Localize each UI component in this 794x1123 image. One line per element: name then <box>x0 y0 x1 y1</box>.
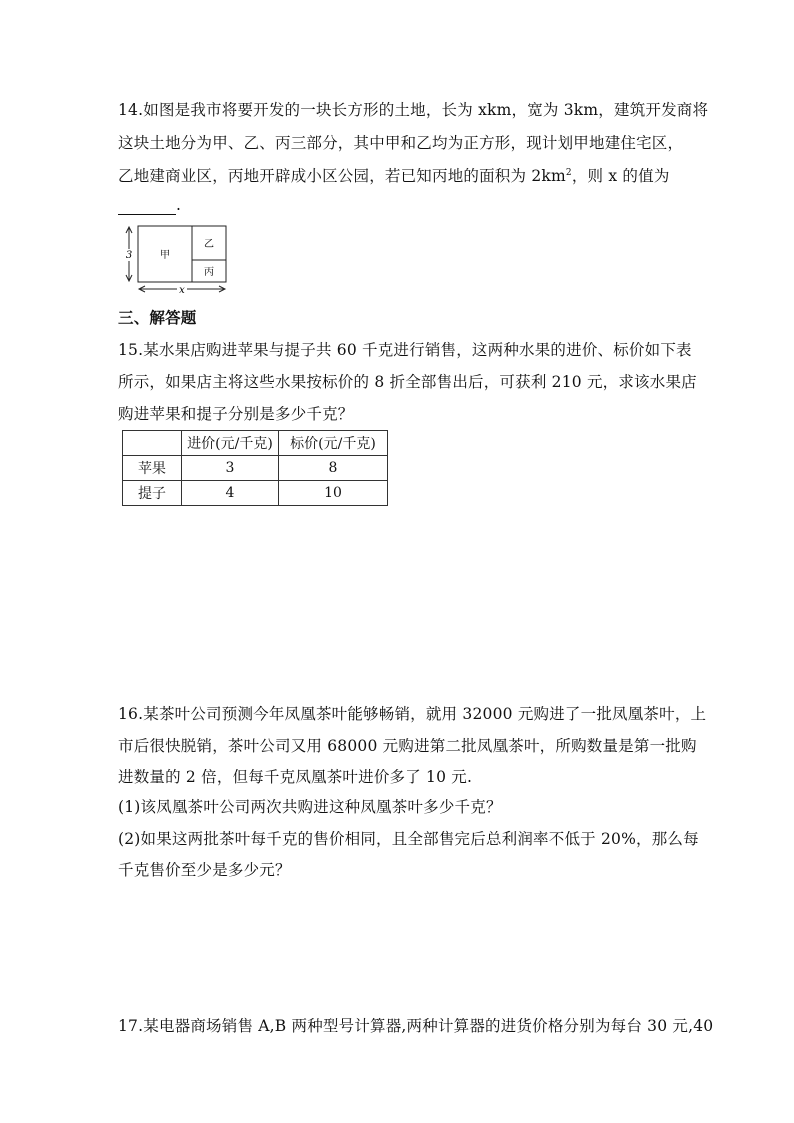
q16-sub-question-1: (1)该凤凰茶叶公司两次共购进这种凤凰茶叶多少千克？ <box>118 798 502 816</box>
table-cell: 8 <box>279 456 388 481</box>
table-cell: 4 <box>182 481 279 506</box>
q16-sub-question-2-line-2: 千克售价至少是多少元？ <box>118 861 291 879</box>
table-header-cell <box>123 431 182 456</box>
q14-superscript: 2 <box>565 167 572 178</box>
table-header-row <box>123 431 388 456</box>
region-yi-label: 乙 <box>204 239 214 250</box>
region-bing-label: 丙 <box>204 267 214 278</box>
q14-line-3-end: ，则 x 的值为 <box>571 167 670 185</box>
q16-sub-question-2-line-1: (2)如果这两批茶叶每千克的售价相同，且全部售完后总利润率不低于 20%，那么每 <box>118 830 699 848</box>
q14-line-3 <box>118 166 670 186</box>
q14-line-3-text: 乙地建商业区，丙地开辟成小区公园，若已知丙地的面积为 2km <box>118 167 566 185</box>
q16-line-2: 市后很快脱销，茶叶公司又用 68000 元购进第二批凤凰茶叶，所购数量是第一批购 <box>118 737 697 755</box>
height-label: 3 <box>125 250 133 261</box>
q14-answer-line <box>118 195 181 215</box>
q14-line-2: 这块土地分为甲、乙、丙三部分，其中甲和乙均为正方形，现计划甲地建住宅区， <box>118 134 684 152</box>
q14-period: . <box>176 196 182 214</box>
q16-line-3: 进数量的 2 倍，但每千克凤凰茶叶进价多了 10 元. <box>118 768 473 786</box>
answer-blank <box>118 198 176 215</box>
q17-line-1: 17.某电器商场销售 A,B 两种型号计算器,两种计算器的进货价格分别为每台 30 元,40 <box>118 1017 714 1035</box>
table-header-cell: 标价(元/千克) <box>279 431 388 456</box>
section-title: 三、解答题 <box>118 308 197 327</box>
region-jia-label: 甲 <box>160 250 170 261</box>
table-cell: 苹果 <box>123 456 182 481</box>
table-row <box>123 481 388 506</box>
width-label: x <box>179 285 185 296</box>
q15-line-2: 所示，如果店主将这些水果按标价的 8 折全部售出后，可获利 210 元，求该水果店 <box>118 373 697 391</box>
price-table <box>122 430 388 506</box>
land-diagram <box>120 224 232 296</box>
q16-line-1: 16.某茶叶公司预测今年凤凰茶叶能够畅销，就用 32000 元购进了一批凤凰茶叶，上 <box>118 705 707 723</box>
table-cell: 提子 <box>123 481 182 506</box>
q14-line-1: 14.如图是我市将要开发的一块长方形的土地，长为 xkm，宽为 3km，建筑开发商将 <box>118 101 709 119</box>
q15-line-1: 15.某水果店购进苹果与提子共 60 千克进行销售，这两种水果的进价、标价如下表 <box>118 341 692 359</box>
table-header-cell: 进价(元/千克) <box>182 431 279 456</box>
q15-line-3: 购进苹果和提子分别是多少千克？ <box>118 405 354 423</box>
table-row <box>123 456 388 481</box>
table-cell: 10 <box>279 481 388 506</box>
table-cell: 3 <box>182 456 279 481</box>
